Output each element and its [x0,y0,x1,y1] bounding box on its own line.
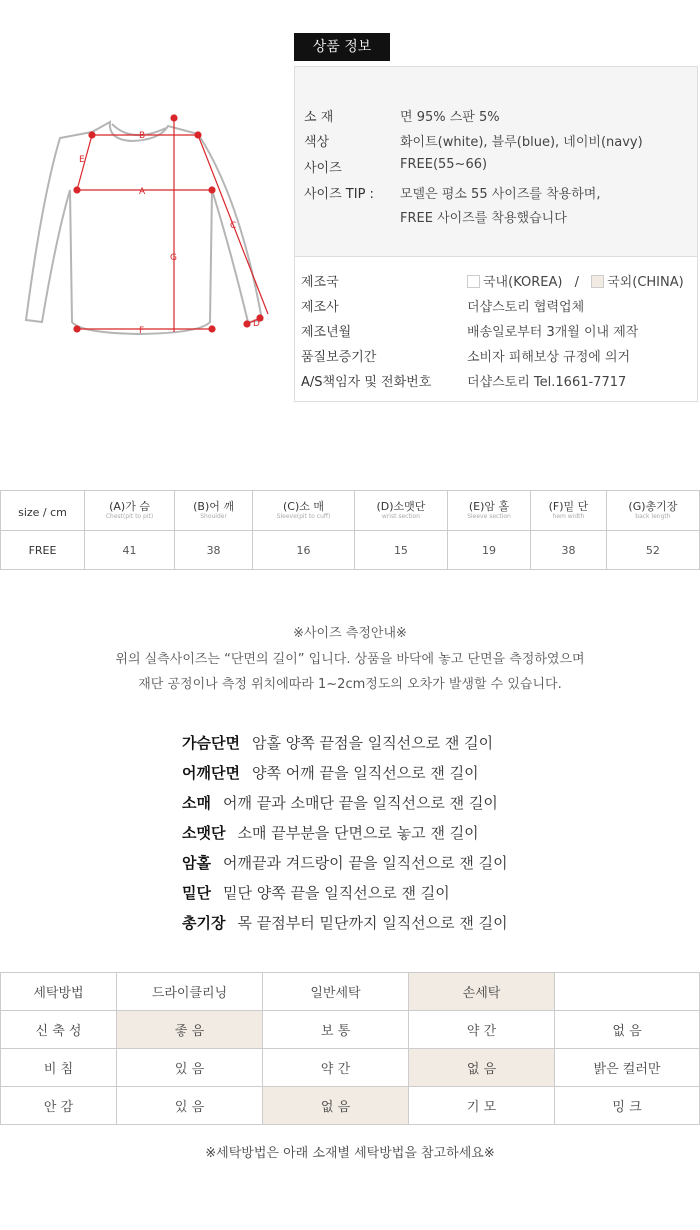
size-tip-value-2: FREE 사이즈를 착용했습니다 [400,211,567,226]
label-a: A [139,187,146,197]
wash-row-method [1,973,700,1011]
definition-hem: 밑단 밑단 양쪽 끝을 일직선으로 잰 길이 [182,884,450,902]
lining-mink: 밍 크 [555,1087,700,1125]
wash-row-lining [1,1087,700,1125]
stretch-label: 신 축 성 [1,1011,117,1049]
header-length: (G)총기장 back length [606,491,699,531]
manufacture-date-label: 제조년월 [301,325,352,340]
product-info-box [294,66,698,402]
product-info-upper [295,67,697,257]
measure-point [195,132,201,138]
definition-chest: 가슴단면 암홀 양쪽 끝점을 일직선으로 잰 길이 [182,734,494,752]
wash-method-label: 세탁방법 [1,973,117,1011]
sheer-label: 비 침 [1,1049,117,1087]
measure-point [89,132,95,138]
header-shoulder: (B)어 깨 Shoulder [175,491,253,531]
stretch-slight: 약 간 [409,1011,555,1049]
size-table-corner: size / cm [1,491,85,531]
header-hem: (F)밑 단 hem width [531,491,607,531]
value-sleeve: 16 [253,531,355,570]
label-e: E [79,155,85,165]
guide-line-1: 위의 실측사이즈는 “단면의 길이” 입니다. 상품을 바닥에 놓고 단면을 측정하였으며 [115,652,585,667]
stretch-normal: 보 통 [263,1011,409,1049]
wash-method-empty [555,973,700,1011]
maker-value: 더샵스토리 협력업체 [467,300,585,315]
value-hem: 38 [531,531,607,570]
lining-fleece: 기 모 [409,1087,555,1125]
size-label: 사이즈 [304,161,342,176]
size-table [0,490,700,570]
china-checkbox [591,275,604,288]
size-table-row [1,531,700,570]
value-length: 52 [606,531,699,570]
maker-label: 제조사 [301,300,339,315]
origin-separator: / [574,275,579,290]
lining-label: 안 감 [1,1087,117,1125]
origin-label: 제조국 [301,275,339,290]
measure-point [244,321,250,327]
value-armhole: 19 [447,531,530,570]
wash-row-sheer [1,1049,700,1087]
size-value: FREE(55~66) [400,157,488,172]
wash-note: ※세탁방법은 아래 소재별 세탁방법을 참고하세요※ [205,1146,495,1161]
header-wrist: (D)소맷단 wrist section [354,491,447,531]
color-label: 색상 [304,135,330,150]
definition-wrist: 소맷단 소매 끝부분을 단면으로 놓고 잰 길이 [182,824,479,842]
size-table-header [1,491,700,531]
product-info-badge: 상품 정보 [294,33,390,61]
label-g: G [170,253,177,263]
warranty-value: 소비자 피해보상 규정에 의거 [467,350,631,365]
wash-table [0,972,700,1125]
manufacture-date-value: 배송일로부터 3개월 이내 제작 [467,325,639,340]
label-b: B [139,131,146,141]
origin-options [467,271,684,290]
korea-checkbox [467,275,480,288]
as-contact-label: A/S책임자 및 전화번호 [301,375,432,390]
sheer-light-only: 밝은 컬러만 [555,1049,700,1087]
label-f: F [139,326,145,336]
lining-yes: 있 음 [117,1087,263,1125]
header-sleeve: (C)소 매 Sleeve(pit to cuff) [253,491,355,531]
sheer-none: 없 음 [409,1049,555,1087]
lining-none: 없 음 [263,1087,409,1125]
definition-shoulder: 어깨단면 양쪽 어깨 끝을 일직선으로 잰 길이 [182,764,479,782]
label-c: C [230,221,237,231]
wash-row-stretch [1,1011,700,1049]
as-contact-value: 더샵스토리 Tel.1661-7717 [467,375,627,390]
measure-point [209,326,215,332]
value-wrist: 15 [354,531,447,570]
header-chest: (A)가 슴 Chest(pit to pit) [85,491,175,531]
sweater-outline [26,122,262,334]
guide-line-2: 재단 공정이나 측정 위치에따라 1~2cm정도의 오차가 발생할 수 있습니다. [138,677,562,692]
measure-point [74,187,80,193]
measure-point [74,326,80,332]
color-value: 화이트(white), 블루(blue), 네이비(navy) [400,135,643,150]
value-shoulder: 38 [175,531,253,570]
value-chest: 41 [85,531,175,570]
label-d: D [253,319,260,329]
measure-point [171,115,177,121]
korea-option: 국내(KOREA) [483,275,563,290]
guide-title: ※사이즈 측정안내※ [293,626,407,641]
sheer-yes: 있 음 [117,1049,263,1087]
material-label: 소 재 [304,110,334,125]
definition-armhole: 암홀 어깨끝과 겨드랑이 끝을 일직선으로 잰 길이 [182,854,508,872]
header-armhole: (E)암 홀 Sleeve section [447,491,530,531]
sheer-slight: 약 간 [263,1049,409,1087]
definition-sleeve: 소매 어깨 끝과 소매단 끝을 일직선으로 잰 길이 [182,794,498,812]
wash-method-dry: 드라이클리닝 [117,973,263,1011]
warranty-label: 품질보증기간 [301,350,377,365]
wash-method-hand: 손세탁 [409,973,555,1011]
garment-measurement-diagram [20,108,280,348]
size-row-label: FREE [1,531,85,570]
size-tip-value: 모델은 평소 55 사이즈를 착용하며, [400,187,601,202]
wash-method-normal: 일반세탁 [263,973,409,1011]
definition-length: 총기장 목 끝점부터 밑단까지 일직선으로 잰 길이 [182,914,508,932]
measure-point [209,187,215,193]
china-option: 국외(CHINA) [607,275,684,290]
size-tip-label: 사이즈 TIP : [304,187,374,202]
stretch-none: 없 음 [555,1011,700,1049]
material-value: 면 95% 스판 5% [400,110,500,125]
stretch-good: 좋 음 [117,1011,263,1049]
